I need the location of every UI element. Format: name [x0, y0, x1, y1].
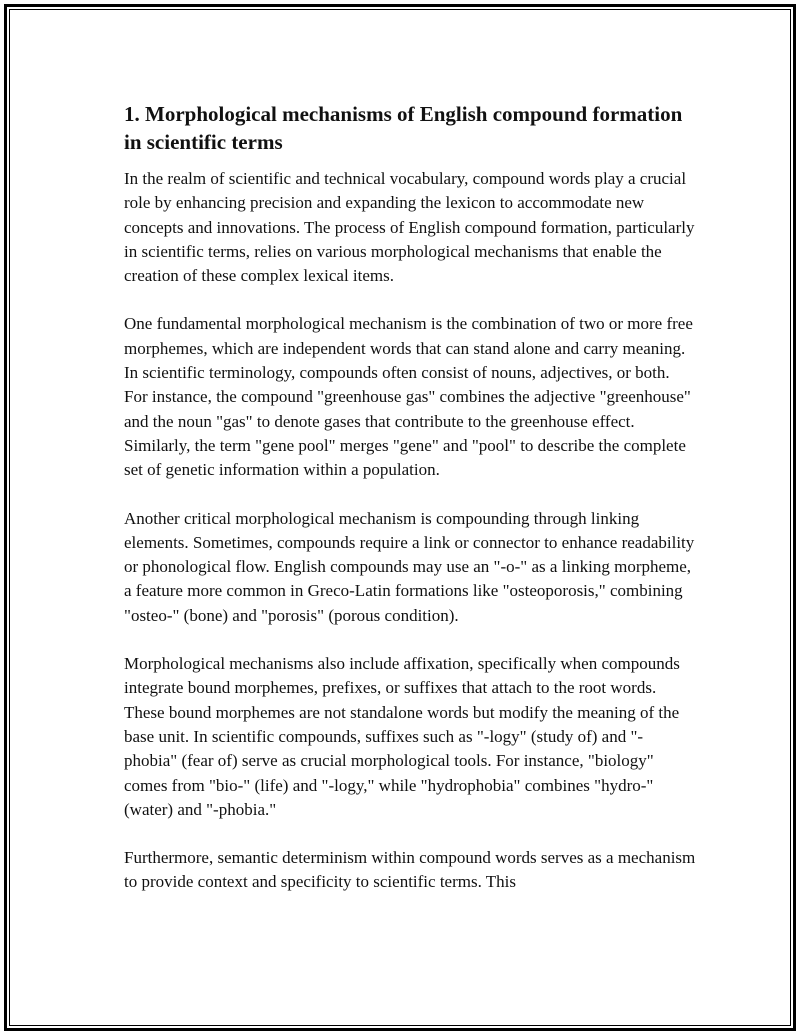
- document-body: [124, 100, 696, 919]
- paragraph-intro: In the realm of scientific and technical vocabulary, compound words play a crucial role by enhancing precision and expanding the lexicon to accommodate new concepts and innovations. The process of English compound formation, particularly in scientific terms, relies on various morphological mechanisms that enable the creation of these complex lexical items.: [124, 169, 695, 286]
- paragraph-linking-elements: Another critical morphological mechanism is compounding through linking elements. Sometimes, compounds require a link or connector to enhance readability or phonological flow. English compounds may use an "-o-" as a linking morpheme, a feature more common in Greco-Latin formations like "osteoporosis," combining "osteo-" (bone) and "porosis" (porous condition).: [124, 508, 695, 625]
- paragraph-semantic-determinism: Furthermore, semantic determinism within compound words serves as a mechanism to provide context and specificity to scientific terms. This: [124, 848, 696, 892]
- page-frame: [4, 4, 796, 1031]
- paragraph-affixation: Morphological mechanisms also include affixation, specifically when compounds integrate bound morphemes, prefixes, or suffixes that attach to the root words. These bound morphemes are not standalone words but modify the meaning of the base unit. In scientific compounds, suffixes such as "-logy" (study of) and "-phobia" (fear of) serve as crucial morphological tools. For instance, "biology" comes from "bio-" (life) and "-logy," while "hydrophobia" combines "hydro-" (water) and "-phobia.": [124, 654, 680, 819]
- paragraph-free-morphemes: One fundamental morphological mechanism is the combination of two or more free morphemes, which are independent words that can stand alone and carry meaning. In scientific terminology, compounds often consist of nouns, adjectives, or both. For instance, the compound "greenhouse gas" combines the adjective "greenhouse" and the noun "gas" to denote gases that contribute to the greenhouse effect. Similarly, the term "gene pool" merges "gene" and "pool" to describe the complete set of genetic information within a population.: [124, 314, 693, 480]
- section-heading: 1. Morphological mechanisms of English compound formation in scientific terms: [124, 102, 683, 154]
